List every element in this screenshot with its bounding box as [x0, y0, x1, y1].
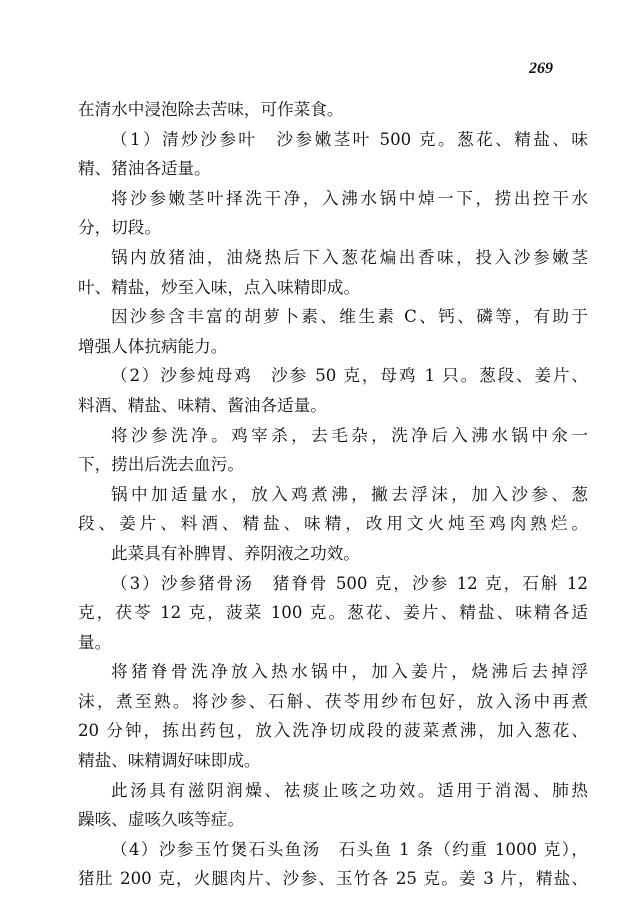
text-line: 量。: [78, 632, 112, 652]
text-line: 料酒、精盐、味精、酱油各适量。: [78, 395, 327, 415]
text-line: 因沙参含丰富的胡萝卜素、维生素 C、钙、磷等，有助于: [111, 307, 588, 327]
text-line: 锅内放猪油，油烧热后下入葱花煸出香味，投入沙参嫩茎: [111, 247, 588, 267]
text-line: （2）沙参炖母鸡 沙参 50 克，母鸡 1 只。葱段、姜片、: [111, 366, 588, 386]
text-line: 克，茯苓 12 克，菠菜 100 克。葱花、姜片、精盐、味精各适: [78, 603, 588, 623]
text-line: 将沙参洗净。鸡宰杀，去毛杂，洗净后入沸水锅中氽一: [111, 425, 588, 445]
text-line: 锅中加适量水，放入鸡煮沸，撇去浮沫，加入沙参、葱: [111, 484, 588, 504]
text-line: （3）沙参猪骨汤 猪脊骨 500 克，沙参 12 克，石斛 12: [111, 573, 588, 593]
text-line: 段、姜片、料酒、精盐、味精，改用文火炖至鸡肉熟烂。: [78, 514, 588, 534]
text-line: 此菜具有补脾胃、养阴液之功效。: [111, 543, 360, 563]
text-line: 躁咳、虚咳久咳等症。: [78, 810, 244, 830]
text-line: 增强人体抗病能力。: [78, 336, 228, 356]
text-line: 下，捞出后洗去血污。: [78, 455, 244, 475]
text-line: 分，切段。: [78, 218, 161, 238]
text-line: 在清水中浸泡除去苦味，可作菜食。: [78, 100, 344, 119]
text-line: 叶、精盐，炒至入味，点入味精即成。: [78, 277, 361, 297]
text-line: 将猪脊骨洗净放入热水锅中，加入姜片，烧沸后去掉浮: [111, 662, 588, 682]
page-number: 269: [529, 60, 553, 77]
text-line: 将沙参嫩茎叶择洗干净，入沸水锅中焯一下，捞出控干水: [111, 188, 588, 208]
text-line: 精盐、味精调好味即成。: [78, 751, 261, 771]
text-line: 此汤具有滋阴润燥、祛痰止咳之功效。适用于消渴、肺热: [111, 780, 588, 800]
text-line: 精、猪油各适量。: [78, 159, 211, 179]
text-line: 沫，煮至熟。将沙参、石斛、茯苓用纱布包好，放入汤中再煮: [78, 691, 588, 711]
text-line: （4）沙参玉竹煲石头鱼汤 石头鱼 1 条（约重 1000 克），: [111, 839, 588, 859]
body-text: [78, 95, 588, 894]
text-line: 猪肚 200 克，火腿肉片、沙参、玉竹各 25 克。姜 3 片，精盐、: [78, 869, 588, 889]
text-line: 20 分钟，拣出药包，放入洗净切成段的菠菜煮沸，加入葱花、: [78, 721, 588, 741]
text-line: （1）清炒沙参叶 沙参嫩茎叶 500 克。葱花、精盐、味: [111, 129, 588, 149]
